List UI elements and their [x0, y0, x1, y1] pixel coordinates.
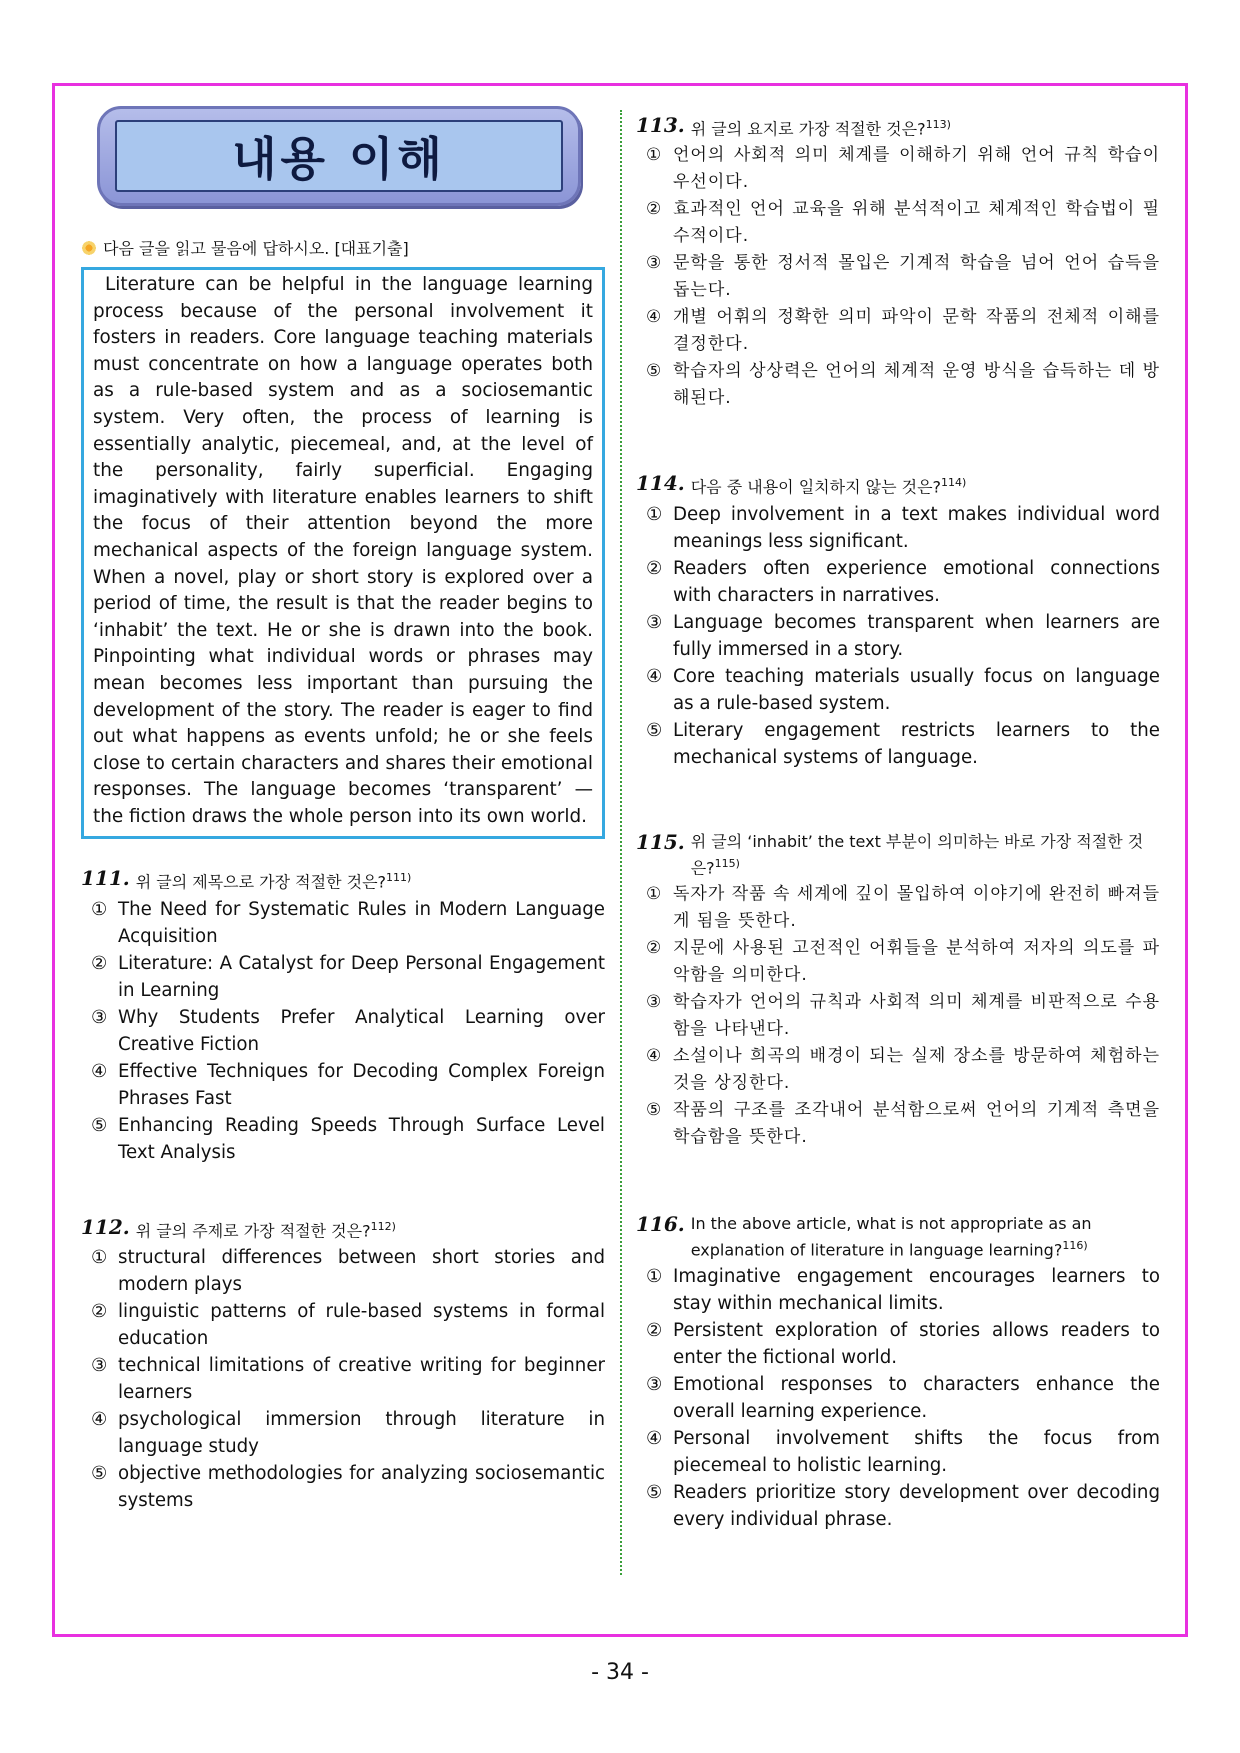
option-1[interactable]: ① structural differences between short stories and modern plays: [91, 1247, 605, 1296]
option-5[interactable]: ⑤ 학습자의 상상력은 언어의 체계적 운영 방식을 습득하는 데 방해된다.: [646, 361, 1160, 409]
option-2[interactable]: ② 지문에 사용된 고전적인 어휘들을 분석하여 저자의 의도를 파악함을 의미한다.: [646, 937, 1160, 985]
column-divider: [620, 110, 622, 1575]
option-5[interactable]: ⑤ Literary engagement restricts learners to the mechanical systems of language.: [646, 719, 1160, 768]
option-1[interactable]: ① Imaginative engagement encourages learners to stay within mechanical limits.: [646, 1266, 1160, 1315]
question-number: 114.: [636, 471, 685, 496]
footnote-ref: 111): [386, 871, 412, 885]
footnote-ref: 115): [714, 856, 740, 870]
footnote-ref: 114): [941, 476, 967, 490]
option-1[interactable]: ① 언어의 사회적 의미 체계를 이해하기 위해 언어 규칙 학습이 우선이다.: [646, 145, 1160, 193]
left-column: [81, 106, 605, 1514]
option-3[interactable]: ③ Language becomes transparent when learners are fully immersed in a story.: [646, 611, 1160, 660]
question-stem: [636, 472, 1160, 498]
page-number: - 34 -: [591, 1660, 649, 1685]
option-2[interactable]: ② linguistic patterns of rule-based systems in formal education: [91, 1301, 605, 1350]
question-114: [636, 472, 1160, 770]
option-4[interactable]: ④ psychological immersion through literature in language study: [91, 1409, 605, 1458]
option-4[interactable]: ④ Effective Techniques for Decoding Complex Foreign Phrases Fast: [91, 1060, 605, 1109]
section-title: 내용 이해: [232, 132, 446, 186]
question-number: 113.: [636, 113, 685, 137]
option-3[interactable]: ③ 문학을 통한 정서적 몰입은 기계적 학습을 넘어 언어 습득을 돕는다.: [646, 253, 1160, 301]
option-4[interactable]: ④ Core teaching materials usually focus on language as a rule-based system.: [646, 665, 1160, 714]
question-number: 111.: [81, 866, 130, 891]
footnote-ref: 112): [370, 1219, 396, 1233]
option-1[interactable]: ① Deep involvement in a text makes individual word meanings less significant.: [646, 503, 1160, 552]
question-stem: [81, 1216, 605, 1242]
reading-passage: [81, 267, 605, 839]
question-text: In the above article, what is not appropriate as an explanation of literature in language learning?: [690, 1213, 1092, 1260]
question-stem: [636, 1213, 1160, 1261]
footnote-ref: 116): [1062, 1238, 1088, 1252]
question-112: [81, 1216, 605, 1514]
directive: [81, 236, 605, 259]
passage-text: Literature can be helpful in the language learning process because of the personal involvement it fosters in readers. Core language teaching materials must concentrate on how a language operates both as a rule-based system and as a sociosemantic system. Very often, the process of learning is essentially analytic, piecemeal, and, at the level of the personality, fairly superficial. Engaging imaginatively with literature enables learners to shift the focus of their attention beyond the more mechanical aspects of the foreign language system. When a novel, play or short story is explored over a period of time, the result is that the reader begins to ‘inhabit’ the text. He or she is drawn into the book. Pinpointing what individual words or phrases may mean becomes less important than pursuing the development of the story. The reader is eager to find out what happens as events unfold; he or she feels close to certain characters and shares their emotional responses. The language becomes ‘transparent’ — the fiction draws the whole person into its own world.: [93, 274, 593, 827]
question-text: 위 글의 ‘inhabit’ the text 부분이 의미하는 바로 가장 적절한 것은?: [690, 831, 1144, 877]
question-number: 112.: [81, 1214, 130, 1239]
option-5[interactable]: ⑤ objective methodologies for analyzing sociosemantic systems: [91, 1463, 605, 1512]
option-2[interactable]: ② Readers often experience emotional connections with characters in narratives.: [646, 557, 1160, 606]
section-title-banner: [97, 106, 581, 206]
question-111: [81, 867, 605, 1165]
directive-text: 다음 글을 읽고 물음에 답하시오. [대표기출]: [103, 239, 409, 258]
option-3[interactable]: ③ Emotional responses to characters enhance the overall learning experience.: [646, 1374, 1160, 1423]
question-stem: [636, 831, 1160, 879]
option-5[interactable]: ⑤ Readers prioritize story development over decoding every individual phrase.: [646, 1482, 1160, 1531]
option-3[interactable]: ③ 학습자가 언어의 규칙과 사회적 의미 체계를 비판적으로 수용함을 나타낸다.: [646, 991, 1160, 1039]
footnote-ref: 113): [925, 118, 951, 131]
question-116: [636, 1213, 1160, 1533]
question-text: 다음 중 내용이 일치하지 않는 것은?: [690, 477, 942, 497]
option-4[interactable]: ④ 개별 어휘의 정확한 의미 파악이 문학 작품의 전체적 이해를 결정한다.: [646, 307, 1160, 355]
option-2[interactable]: ② 효과적인 언어 교육을 위해 분석적이고 체계적인 학습법이 필수적이다.: [646, 199, 1160, 247]
option-1[interactable]: ① The Need for Systematic Rules in Modern Language Acquisition: [91, 898, 605, 947]
option-3[interactable]: ③ technical limitations of creative writing for beginner learners: [91, 1355, 605, 1404]
flower-icon: [81, 240, 97, 256]
question-text: 위 글의 주제로 가장 적절한 것은?: [135, 1221, 371, 1241]
right-column: [636, 114, 1160, 1533]
question-stem: [636, 114, 1160, 140]
option-5[interactable]: ⑤ Enhancing Reading Speeds Through Surface Level Text Analysis: [91, 1114, 605, 1163]
question-stem: [81, 867, 605, 893]
option-2[interactable]: ② Literature: A Catalyst for Deep Personal Engagement in Learning: [91, 952, 605, 1001]
option-4[interactable]: ④ Personal involvement shifts the focus from piecemeal to holistic learning.: [646, 1428, 1160, 1477]
question-number: 116.: [636, 1211, 685, 1236]
question-113: [636, 114, 1160, 412]
question-text: 위 글의 요지로 가장 적절한 것은?: [690, 119, 926, 139]
option-3[interactable]: ③ Why Students Prefer Analytical Learning over Creative Fiction: [91, 1006, 605, 1055]
question-number: 115.: [636, 829, 685, 854]
option-2[interactable]: ② Persistent exploration of stories allows readers to enter the fictional world.: [646, 1320, 1160, 1369]
option-1[interactable]: ① 독자가 작품 속 세계에 깊이 몰입하여 이야기에 완전히 빠져들게 됨을 뜻한다.: [646, 883, 1160, 931]
question-115: [636, 831, 1160, 1151]
question-text: 위 글의 제목으로 가장 적절한 것은?: [135, 872, 387, 892]
option-5[interactable]: ⑤ 작품의 구조를 조각내어 분석함으로써 언어의 기계적 측면을 학습함을 뜻한다.: [646, 1099, 1160, 1147]
option-4[interactable]: ④ 소설이나 희곡의 배경이 되는 실제 장소를 방문하여 체험하는 것을 상징한다.: [646, 1045, 1160, 1093]
